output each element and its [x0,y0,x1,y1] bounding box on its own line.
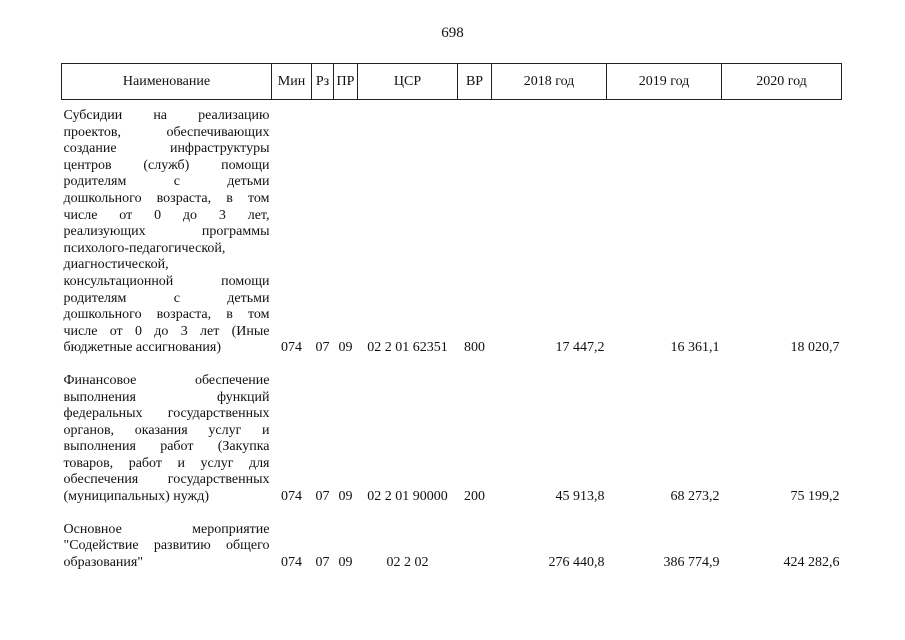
name-line: создание инфраструктуры [63,141,270,157]
name-line: центров (служб) помощи [63,157,270,173]
name-line: дошкольного возраста, в том [63,190,270,206]
cell-pr: 09 [338,554,353,570]
name-line: образования" [63,554,144,570]
row-name [62,100,272,357]
cell-2018: 276 440,8 [548,554,605,570]
cell-pr: 09 [338,489,353,505]
cell-2018: 45 913,8 [555,489,605,505]
cell-2019: 16 361,1 [670,340,720,356]
cell-2020: 75 199,2 [790,489,840,505]
column-header-pr: ПР [334,64,358,100]
page-number: 698 [441,25,464,41]
name-line: федеральных государственных [63,406,270,422]
name-line: бюджетные ассигнования) [63,340,222,356]
name-line: числе от 0 до 3 лет (Иные [63,323,270,339]
column-header-2018: 2018 год [492,64,607,100]
cell-rz: 07 [315,554,330,570]
column-header-2020: 2020 год [722,64,842,100]
name-line: Финансовое обеспечение [63,372,270,388]
cell-min: 074 [281,489,302,505]
cell-csr: 02 2 01 62351 [367,340,448,356]
name-line: проектов, обеспечивающих [63,124,270,140]
table-row [62,506,842,572]
name-line: реализующих программы [63,224,270,240]
cell-csr: 02 2 01 90000 [367,489,448,505]
cell-vr: 800 [464,340,485,356]
table-row [62,357,842,506]
table-header-row [62,64,842,100]
name-line: обеспечения государственных [63,472,270,488]
name-line: психолого-педагогической, [63,240,226,256]
name-line: Субсидии на реализацию [63,108,270,123]
name-line: диагностической, [63,257,169,273]
row-name [62,506,272,572]
name-line: числе от 0 до 3 лет, [63,207,270,223]
name-line: "Содействие развитию общего [63,538,270,554]
name-line: дошкольного возраста, в том [63,307,270,323]
column-header-min: Мин [272,64,312,100]
name-line: родителям с детьми [63,174,270,190]
column-header-vr: ВР [458,64,492,100]
column-header-2019: 2019 год [607,64,722,100]
cell-2019: 386 774,9 [663,554,720,570]
name-line: консультационной помощи [63,273,270,289]
cell-2020: 18 020,7 [790,340,840,356]
budget-table [61,63,842,571]
name-line: Основное мероприятие [63,521,270,537]
name-line: (муниципальных) нужд) [63,489,210,505]
table-row [62,100,842,357]
name-line: органов, оказания услуг и [63,422,270,438]
row-name [62,357,272,506]
cell-2018: 17 447,2 [555,340,605,356]
cell-2019: 68 273,2 [670,489,720,505]
column-header-rz: Рз [312,64,334,100]
name-line: выполнения работ (Закупка [63,439,270,455]
name-line: товаров, работ и услуг для [63,455,270,471]
name-line: родителям с детьми [63,290,270,306]
cell-vr: 200 [464,489,485,505]
column-header-name: Наименование [62,64,272,100]
cell-min: 074 [281,340,302,356]
cell-2020: 424 282,6 [783,554,840,570]
name-line: выполнения функций [63,389,270,405]
column-header-csr: ЦСР [358,64,458,100]
cell-vr [458,506,492,572]
cell-rz: 07 [315,489,330,505]
cell-rz: 07 [315,340,330,356]
cell-min: 074 [281,554,302,570]
cell-csr: 02 2 02 [386,554,429,570]
cell-pr: 09 [338,340,353,356]
